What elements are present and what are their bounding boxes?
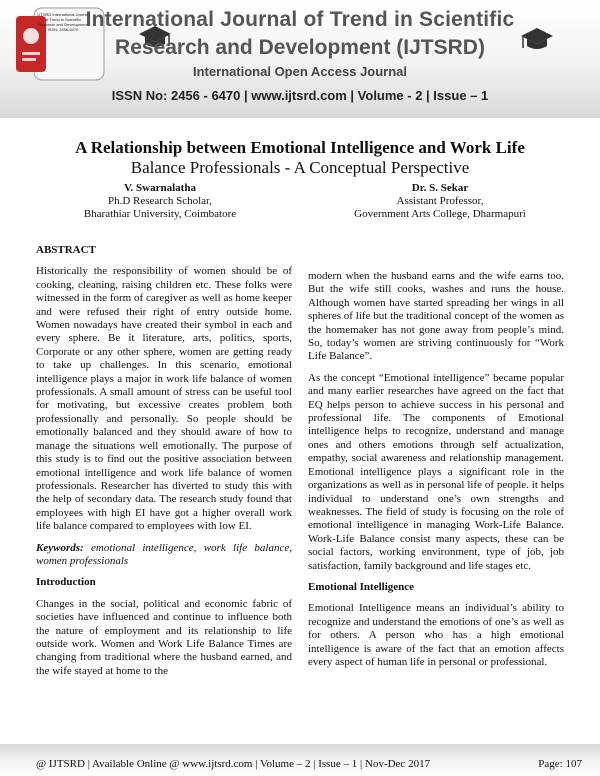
keywords-label: Keywords: xyxy=(36,541,84,554)
journal-subtitle: International Open Access Journal xyxy=(192,64,408,79)
author-block xyxy=(60,182,260,221)
left-column xyxy=(36,244,292,686)
keywords-text: emotional intelligence, work life balance, women professionals xyxy=(36,541,292,567)
journal-name-line1: International Journal of Trend in Scientific xyxy=(85,8,515,31)
body-paragraph: Emotional Intelligence means an individual’s ability to recognize and understand the emotions of one’s as well as for others. A person who has a high emotional intelligence is aware of the fact that an emotion affects every aspect of human life in personal or professional. xyxy=(308,602,564,668)
author-role: Ph.D Research Scholar, xyxy=(107,195,213,207)
issn-line: ISSN No: 2456 - 6470 | www.ijtsrd.com | Volume - 2 | Issue – 1 xyxy=(111,88,489,103)
journal-header xyxy=(0,0,600,118)
author-affiliation: Government Arts College, Dharmapuri xyxy=(354,208,526,220)
right-column xyxy=(308,270,564,677)
author-name: V. Swarnalatha xyxy=(124,182,196,194)
page-footer xyxy=(0,744,600,776)
page-number: Page: 107 xyxy=(538,758,582,770)
abstract-heading: ABSTRACT xyxy=(36,244,96,256)
author-role: Assistant Professor, xyxy=(396,195,484,207)
body-paragraph: modern when the husband earns and the wife earns too. But the wife still cooks, washes and runs the house. Although women have started spreading her wings in all spheres of life but the traditional concept of the women as the homemaker has not gone away from people’s mind. So, today’s women are striving continuously for “Work Life Balance”. xyxy=(308,270,564,363)
author-affiliation: Bharathiar University, Coimbatore xyxy=(83,208,237,220)
footer-text: @ IJTSRD | Available Online @ www.ijtsrd.com | Volume – 2 | Issue – 1 | Nov-Dec 2017 xyxy=(36,758,431,770)
author-name: Dr. S. Sekar xyxy=(411,182,469,194)
introduction-heading: Introduction xyxy=(36,576,96,589)
keywords xyxy=(36,542,292,569)
paper-subtitle: Balance Professionals - A Conceptual Perspective xyxy=(130,158,470,177)
body-paragraph: As the concept “Emotional intelligence” became popular and many earlier researches have agreed on the fact that EQ helps person to achieve success in his personal and professional life. The components of Emotional intelligence helps to recognize, understand and manage ones and others emotions through self actualization, empathy, social awareness and relationship management. Emotional intelligence plays a significant role in the organizations as well as in personal life of people. it helps individual to understand one’s own strengths and weaknesses. The field of study is focusing on the role of emotional intelligence in managing Work-Life Balance. Work-Life Balance consist many aspects, these can be social factors, working environment, type of job, job satisfaction, family background and life stages etc. xyxy=(308,371,564,572)
journal-logo-text: IJTSRD International Journal of Trend in Scientific Research and Development ISSN: 2456-6470 xyxy=(37,12,89,32)
journal-name-line2: Research and Development (IJTSRD) xyxy=(115,36,485,59)
abstract-text: Historically the responsibility of women should be of cooking, cleaning, raising children etc. These folks were witnessed in the form of caregiver as well as home keeper and were refused their right of entry outside home. Women nowadays have created their symbol in each and every sphere. Be it literature, arts, politics, sports, Corporate or any other sphere, women are getting ready to take up challenges. In this scenario, emotional intelligence plays a major in work life balance of women professionals. A small amount of stress can be useful tool for motivating, but excessive creates problem both professionally and personally. So people should be emotionally balanced and they should aware of how to manage the situations well emotionally. The purpose of this study is to find out the positive association between emotional intelligence and work life balance of women professionals. Researcher has diverted to study this with the help of secondary data. The research study found that employees with high EI have got a higher overall work life balance compared to employees with low EI. xyxy=(36,265,292,533)
paper-title: A Relationship between Emotional Intelligence and Work Life xyxy=(75,138,525,157)
introduction-text: Changes in the social, political and economic fabric of societies have influenced and continue to influence both the nature of employment and its relationship to life outside work. Women and Work Life Balance Times are changing from traditional where the husband earned, and the wife stayed at home to the xyxy=(36,597,292,677)
author-block xyxy=(320,182,560,221)
emotional-intelligence-heading: Emotional Intelligence xyxy=(308,580,415,593)
